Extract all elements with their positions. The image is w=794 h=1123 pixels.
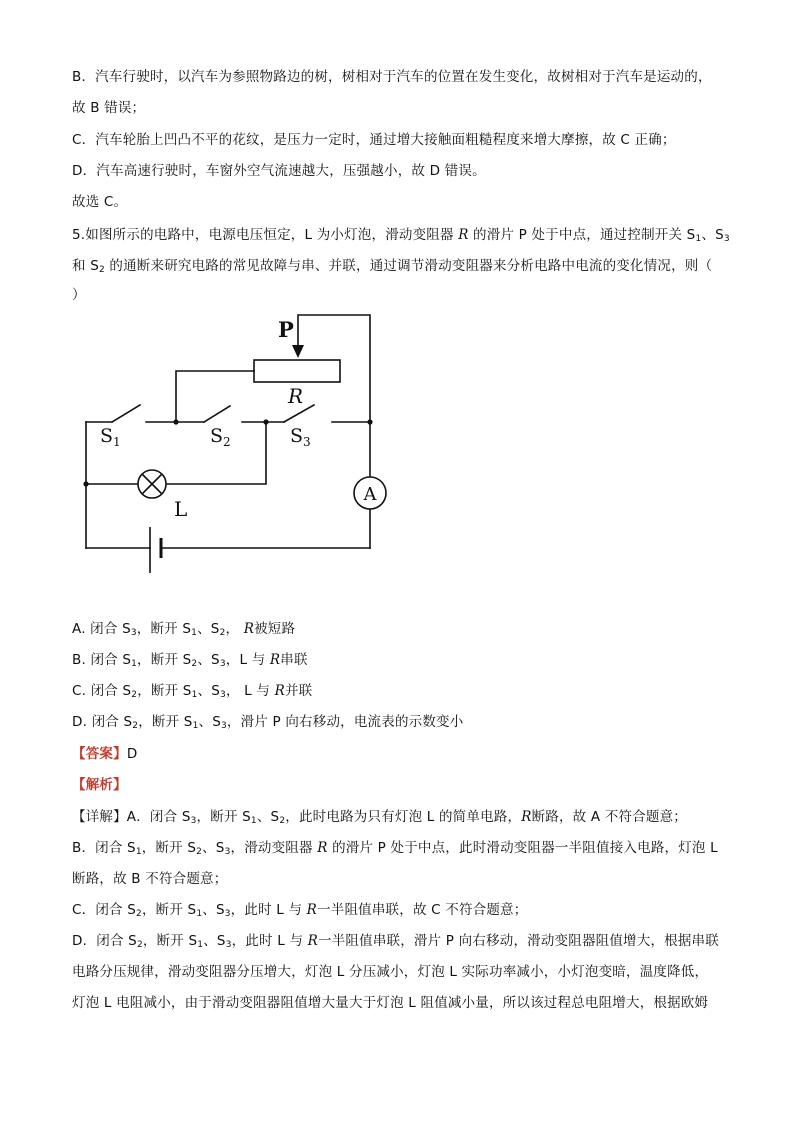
label-s2: $S_2$ — [210, 425, 231, 449]
circuit-diagram — [70, 305, 390, 580]
detail-line-d1: D．闭合 $S_2$，断开 $S_1$、$S_3$，此时 L 与 R一半阻值串联，滑片 P 向右移动，滑动变阻器阻值增大，根据串联 — [72, 933, 719, 950]
label-l: L — [174, 497, 188, 521]
option-c[interactable]: C. 闭合 $S_2$，断开 $S_1$、$S_3$， L 与 R并联 — [72, 683, 313, 700]
s2-blade — [204, 406, 230, 422]
option-d[interactable]: D. 闭合 $S_2$，断开 $S_1$、$S_3$，滑片 P 向右移动，电流表的示数变小 — [72, 714, 464, 731]
s1-blade — [112, 405, 140, 422]
prev-solution-d: D．汽车高速行驶时，车窗外空气流速越大，压强越小，故 D 错误。 — [72, 163, 486, 179]
answer-line — [72, 745, 137, 763]
label-r: R — [288, 384, 304, 408]
detail-line-a: 【详解】A．闭合 $S_3$，断开 $S_1$、$S_2$，此时电路为只有灯泡 L 的简单电路，R断路，故 A 不符合题意； — [72, 809, 687, 826]
detail-line-d3: 灯泡 L 电阻减小，由于滑动变阻器阻值增大量大于灯泡 L 阻值减小量，所以该过程总电阻增大，根据欧姆 — [72, 995, 709, 1011]
prev-solution-b-line1: B．汽车行驶时，以汽车为参照物路边的树，树相对于汽车的位置在发生变化，故树相对于汽车是运动的， — [72, 69, 712, 85]
label-s3: $S_3$ — [290, 425, 311, 449]
detail-line-c: C．闭合 $S_2$，断开 $S_1$、$S_3$，此时 L 与 R一半阻值串联，故 C 不符合题意； — [72, 902, 528, 919]
prev-answer-choice: 故选 C。 — [72, 194, 128, 210]
answer-value: D — [126, 746, 138, 762]
question-stem-line3: ） — [72, 287, 86, 303]
analysis-label: 【解析】 — [72, 777, 127, 793]
option-a[interactable]: A. 闭合 $S_3$，断开 $S_1$、$S_2$， R被短路 — [72, 621, 296, 638]
answer-label: 【答案】 — [72, 746, 127, 762]
slider-arrow-icon — [292, 345, 304, 358]
question-stem-line1: 5.如图所示的电路中，电源电压恒定，L 为小灯泡，滑动变阻器 R 的滑片 P 处于中点，通过控制开关 $S_1$、$S_3$ — [72, 227, 730, 244]
lamp-icon — [138, 470, 166, 498]
junction-dot — [263, 419, 268, 424]
option-b[interactable]: B. 闭合 $S_1$，断开 $S_2$、$S_3$，L 与 R串联 — [72, 652, 308, 669]
label-s1: $S_1$ — [100, 425, 121, 449]
ammeter-label: A — [363, 484, 377, 505]
detail-line-d2: 电路分压规律，滑动变阻器分压增大，灯泡 L 分压减小，灯泡 L 实际功率减小，小灯泡变暗，温度降低， — [72, 964, 709, 980]
detail-line-b2: 断路，故 B 不符合题意； — [72, 871, 228, 887]
junction-dot — [83, 481, 88, 486]
prev-solution-b-line2: 故 B 错误； — [72, 100, 146, 116]
rheostat-resistor — [254, 360, 340, 382]
detail-line-b1: B．闭合 $S_1$，断开 $S_2$、$S_3$，滑动变阻器 R 的滑片 P 处于中点，此时滑动变阻器一半阻值接入电路，灯泡 L — [72, 840, 718, 857]
label-p: P — [278, 317, 294, 342]
prev-solution-c: C．汽车轮胎上凹凸不平的花纹，是压力一定时，通过增大接触面粗糙程度来增大摩擦，故 C 正确； — [72, 132, 676, 148]
junction-dot — [173, 419, 178, 424]
question-stem-line2: 和 $S_2$ 的通断来研究电路的常见故障与串、并联，通过调节滑动变阻器来分析电路中电流的变化情况，则（ — [72, 258, 713, 275]
junction-dot — [367, 419, 372, 424]
